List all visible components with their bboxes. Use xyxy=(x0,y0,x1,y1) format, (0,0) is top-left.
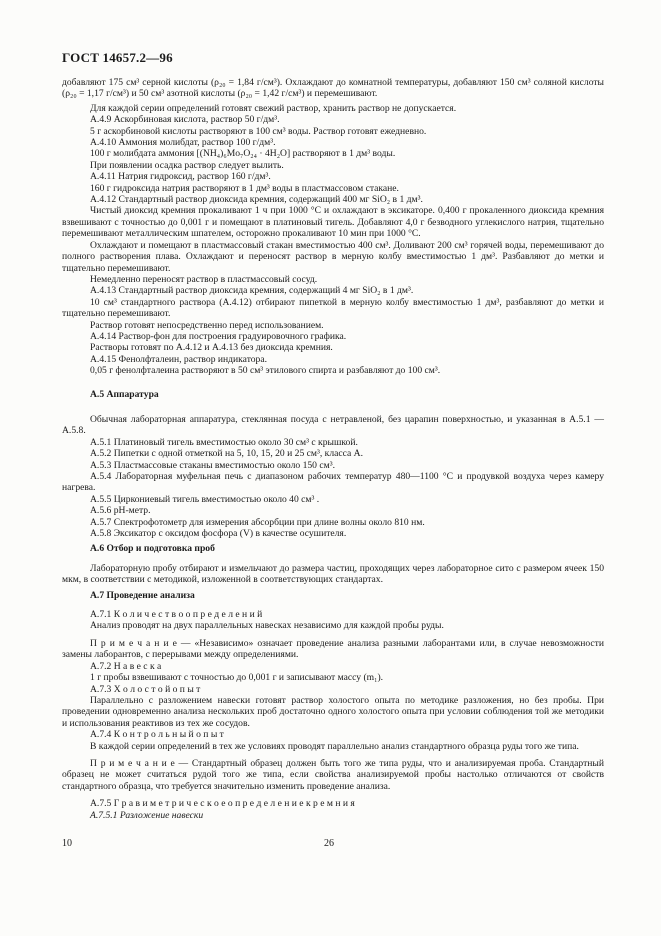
section-heading-a5: А.5 Аппаратура xyxy=(90,388,159,400)
section-heading-a6: А.6 Отбор и подготовка проб xyxy=(90,543,215,555)
note-paragraph: П р и м е ч а н и е — Стандартный образец должен быть того же типа руды, что и анализируемая проба. Стандартный образец не может считаться рудой того же типа, если свойства анализируемой пробы настолько отличаются от свойств стандартного образца, что требуется значительно изменить проведение анализа. xyxy=(62,757,604,792)
subsection-heading xyxy=(62,810,604,821)
page-title: ГОСТ 14657.2—96 xyxy=(62,50,173,65)
paragraph: А.7.1 К о л и ч е с т в о о п р е д е л е н и й xyxy=(90,609,263,621)
paragraph: Растворы готовят по А.4.12 и А.4.13 без диоксида кремния. xyxy=(90,342,333,354)
paragraph: 5 г аскорбиновой кислоты растворяют в 100 см³ воды. Раствор готовят ежедневно. xyxy=(90,125,427,137)
document-body xyxy=(62,77,604,821)
paragraph: Анализ проводят на двух параллельных навесках независимо для каждой пробы руды. xyxy=(90,620,444,632)
paragraph: 10 см³ стандартного раствора (А.4.12) отбирают пипеткой в мерную колбу вместимостью 1 дм³, разбавляют до метки и тщательно перемешивают. xyxy=(62,296,604,320)
paragraph: А.4.12 Стандартный раствор диоксида кремния, содержащий 400 мг SiO₂ в 1 дм³. xyxy=(90,194,423,206)
paragraph: 160 г гидроксида натрия растворяют в 1 дм³ воды в пластмассовом стакане. xyxy=(90,182,399,194)
paragraph: 1 г пробы взвешивают с точностью до 0,001 г и записывают массу (m₁). xyxy=(90,672,384,684)
paragraph: В каждой серии определений в тех же условиях проводят параллельно анализ стандартного образца руды того же типа. xyxy=(90,740,579,752)
paragraph: А.7.2 Н а в е с к а xyxy=(90,660,162,672)
paragraph: А.4.15 Фенолфталеин, раствор индикатора. xyxy=(90,353,268,365)
paragraph: А.5.1 Платиновый тигель вместимостью около 30 см³ с крышкой. xyxy=(90,436,358,448)
paragraph: Немедленно переносят раствор в пластмассовый сосуд. xyxy=(90,273,318,285)
paragraph: 100 г молибдата аммония [(NH₄)₆Mo₇O₂₄ · 4H₂O] растворяют в 1 дм³ воды. xyxy=(90,148,396,160)
paragraph: Обычная лабораторная аппаратура, стеклянная посуда с нетравленой, без царапин поверхностью, и указанная в А.5.1 — А.5.8. xyxy=(62,413,604,437)
paragraph: А.5.4 Лабораторная муфельная печь с диапазоном рабочих температур 480—1100 °С и продувкой воздуха через камеру нагрева. xyxy=(62,471,604,494)
paragraph: А.4.10 Аммония молибдат, раствор 100 г/дм³. xyxy=(90,137,276,149)
paragraph: Лабораторную пробу отбирают и измельчают до размера частиц, проходящих через лабораторное сито с размером ячеек 150 мкм, в соответствии с методикой, изложенной в соответствующих стандартах. xyxy=(62,562,604,586)
note-paragraph: П р и м е ч а н и е — «Независимо» означает проведение анализа разными лаборантами или, в случае невозможности замены лаборантов, с перерывами между определениями. xyxy=(62,637,604,661)
paragraph: А.4.11 Натрия гидроксид, раствор 160 г/дм³. xyxy=(90,171,271,183)
paragraph: А.5.2 Пипетки с одной отметкой на 5, 10, 15, 20 и 25 см³, класса А. xyxy=(90,448,363,460)
paragraph: А.4.14 Раствор-фон для построения градуировочного графика. xyxy=(90,330,347,342)
paragraph: А.4.9 Аскорбиновая кислота, раствор 50 г/дм³. xyxy=(90,114,280,126)
section-heading-a7: А.7 Проведение анализа xyxy=(90,589,195,601)
paragraph: А.7.5 Г р а в и м е т р и ч е с к о е о п р е д е л е н и е к р е м н и я xyxy=(90,798,355,810)
paragraph: Охлаждают и помещают в пластмассовый стакан вместимостью 400 см³. Доливают 200 см³ горячей воды, перемешивают до полного растворения плава. Охлаждают и переносят раствор в мерную колбу вместимостью 1 дм³. Разбавляют до метки и тщательно перемешивают. xyxy=(62,239,604,274)
paragraph: А.5.5 Циркониевый тигель вместимостью около 40 см³ . xyxy=(90,493,320,505)
subsection-title: А.7.5.1 Разложение навески xyxy=(90,809,204,821)
paragraph: Раствор готовят непосредственно перед использованием. xyxy=(90,319,324,331)
paragraph: добавляют 175 см³ серной кислоты (ρ₂₀ = 1,84 г/см³). Охлаждают до комнатной температуры, добавляют 150 см³ соляной кислоты (ρ₂₀ = 1,17 г/см³) и 50 см³ азотной кислоты (ρ₂₀ = 1,42 г/см³) и перемешивают. xyxy=(62,77,604,100)
paragraph: Для каждой серии определений готовят свежий раствор, хранить раствор не допускается. xyxy=(90,102,457,114)
paragraph: Чистый диоксид кремния прокаливают 1 ч при 1000 °С и охлаждают в эксикаторе. 0,400 г прокаленного диоксида кремния взвешивают с точностью до 0,001 г и помещают в платиновый тигель. Добавляют 4,0 г безводного углекислого натрия, тщательно перемешивают металлическим шпателем, осторожно прокаливают 10 мин при 1000 °С. xyxy=(62,205,604,240)
paragraph: При появлении осадка раствор следует вылить. xyxy=(90,159,284,171)
paragraph: А.7.3 Х о л о с т о й о п ы т xyxy=(90,683,201,695)
page-number: 26 xyxy=(324,838,334,849)
paragraph: А.4.13 Стандартный раствор диоксида кремния, содержащий 4 мг SiO₂ в 1 дм³. xyxy=(90,285,414,297)
paragraph: А.5.8 Эксикатор с оксидом фосфора (V) в качестве осушителя. xyxy=(90,528,347,540)
paragraph: А.5.3 Пластмассовые стаканы вместимостью около 150 см³. xyxy=(90,459,335,471)
paragraph: А.5.6 pH-метр. xyxy=(90,505,151,517)
paragraph: 0,05 г фенолфталеина растворяют в 50 см³ этилового спирта и разбавляют до 100 см³. xyxy=(90,365,441,377)
footer-left-number: 10 xyxy=(62,838,72,849)
paragraph: А.7.4 К о н т р о л ь н ы й о п ы т xyxy=(90,729,224,741)
paragraph: А.5.7 Спектрофотометр для измерения абсорбции при длине волны около 810 нм. xyxy=(90,516,425,528)
paragraph: Параллельно с разложением навески готовят раствор холостого опыта по методике разложения, но без пробы. При проведении одновременно анализа нескольких проб достаточно одного холостого опыта при условии соблюдения той же методики и использования реактивов из тех же сосудов. xyxy=(62,694,604,729)
